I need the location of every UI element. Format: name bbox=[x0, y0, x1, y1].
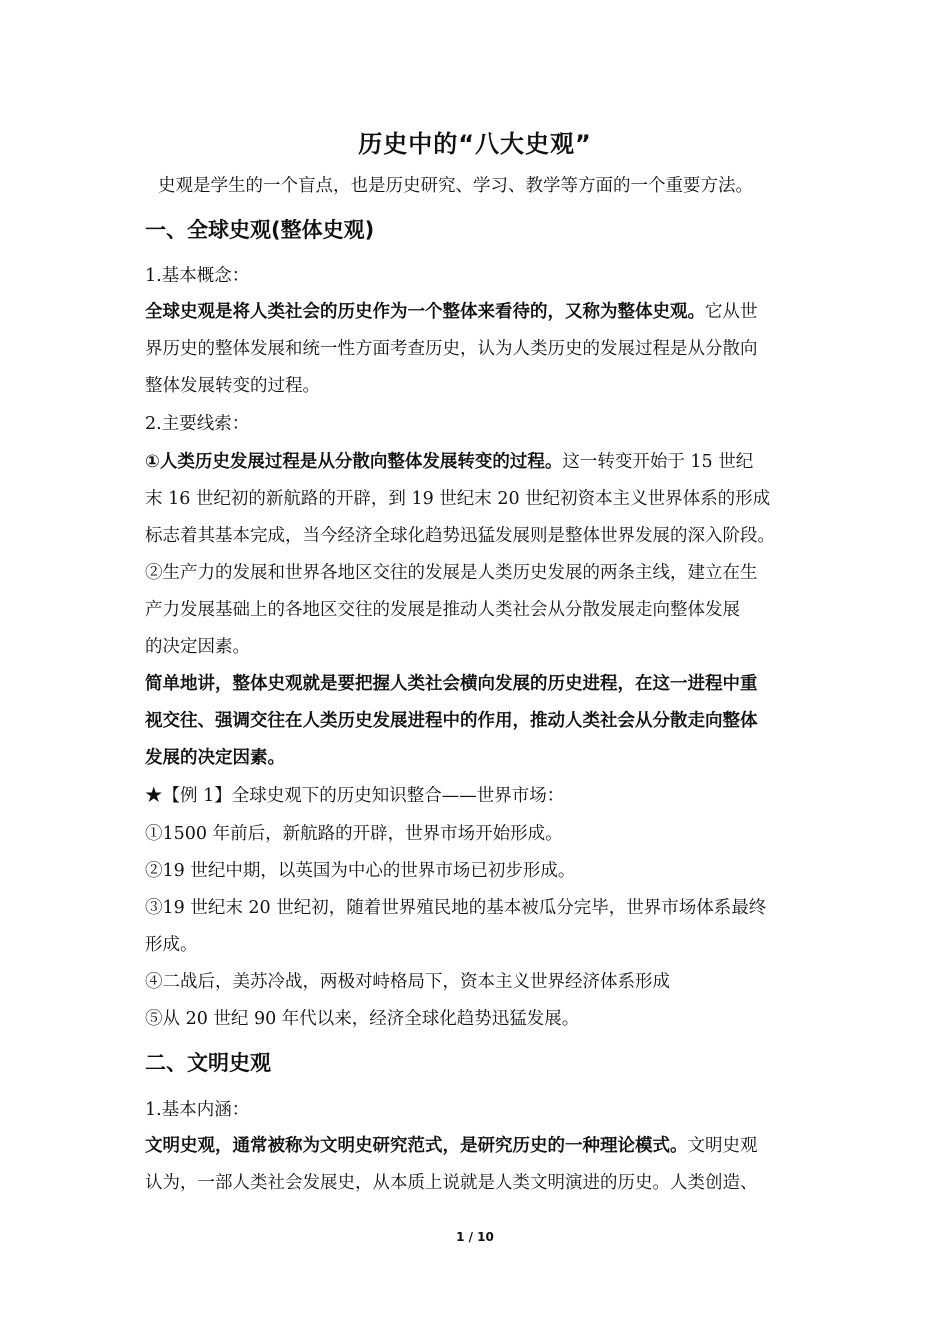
clue-2-line-3: 的决定因素。 bbox=[145, 637, 250, 657]
example-item-3-line-1: ③19 世纪末 20 世纪初，随着世界殖民地的基本被瓜分完毕，世界市场体系最终 bbox=[145, 898, 767, 918]
example-item-1: ①1500 年前后，新航路的开辟，世界市场开始形成。 bbox=[145, 824, 563, 844]
section-2-heading: 二、文明史观 bbox=[145, 1051, 271, 1075]
example-item-3-line-2: 形成。 bbox=[145, 935, 198, 955]
clue-1-line-1 bbox=[145, 448, 810, 473]
page-number: 1 / 10 bbox=[456, 1230, 494, 1244]
connotation-label: 1.基本内涵： bbox=[145, 1100, 250, 1120]
summary-line-2: 视交往、强调交往在人类历史发展进程中的作用，推动人类社会从分散走向整体 bbox=[145, 711, 758, 731]
summary-line-3: 发展的决定因素。 bbox=[145, 748, 285, 768]
example-item-2: ②19 世纪中期，以英国为中心的世界市场已初步形成。 bbox=[145, 861, 576, 881]
concept-label: 1.基本概念： bbox=[145, 266, 250, 286]
example-item-5: ⑤从 20 世纪 90 年代以来，经济全球化趋势迅猛发展。 bbox=[145, 1009, 580, 1029]
connotation-bold-text: 文明史观，通常被称为文明史研究范式，是研究历史的一种理论模式。 bbox=[145, 1136, 688, 1156]
connotation-line-2: 认为，一部人类社会发展史，从本质上说就是人类文明演进的历史。人类创造、 bbox=[145, 1173, 758, 1193]
clue-1-line-3: 标志着其基本完成，当今经济全球化趋势迅猛发展则是整体世界发展的深入阶段。 bbox=[145, 526, 775, 546]
intro-paragraph: 史观是学生的一个盲点，也是历史研究、学习、教学等方面的一个重要方法。 bbox=[158, 176, 753, 196]
concept-line-3: 整体发展转变的过程。 bbox=[145, 376, 320, 396]
page-title: 历史中的“八大史观” bbox=[358, 130, 592, 158]
concept-rest-text: 它从世 bbox=[705, 302, 758, 322]
example-item-4: ④二战后，美苏冷战，两极对峙格局下，资本主义世界经济体系形成 bbox=[145, 972, 670, 992]
clue-2-line-1: ②生产力的发展和世界各地区交往的发展是人类历史发展的两条主线，建立在生 bbox=[145, 563, 758, 583]
clues-label: 2.主要线索： bbox=[145, 414, 250, 434]
connotation-rest-text: 文明史观 bbox=[687, 1136, 758, 1156]
clue-1-bold-text: ①人类历史发展过程是从分散向整体发展转变的过程。 bbox=[145, 452, 563, 472]
connotation-line-1 bbox=[145, 1132, 810, 1157]
clue-1-rest-text: 这一转变开始于 15 世纪 bbox=[562, 452, 754, 472]
concept-line-2: 界历史的整体发展和统一性方面考查历史，认为人类历史的发展过程是从分散向 bbox=[145, 339, 758, 359]
concept-line-1 bbox=[145, 298, 810, 323]
clue-1-line-2: 末 16 世纪初的新航路的开辟，到 19 世纪末 20 世纪初资本主义世界体系的形成 bbox=[145, 489, 771, 509]
clue-2-line-2: 产力发展基础上的各地区交往的发展是推动人类社会从分散发展走向整体发展 bbox=[145, 600, 740, 620]
summary-line-1: 简单地讲，整体史观就是要把握人类社会横向发展的历史进程，在这一进程中重 bbox=[145, 674, 758, 694]
section-1-heading: 一、全球史观(整体史观) bbox=[145, 218, 375, 242]
concept-bold-text: 全球史观是将人类社会的历史作为一个整体来看待的，又称为整体史观。 bbox=[145, 302, 705, 322]
example-title: ★【例 1】全球史观下的历史知识整合——世界市场： bbox=[145, 786, 565, 806]
